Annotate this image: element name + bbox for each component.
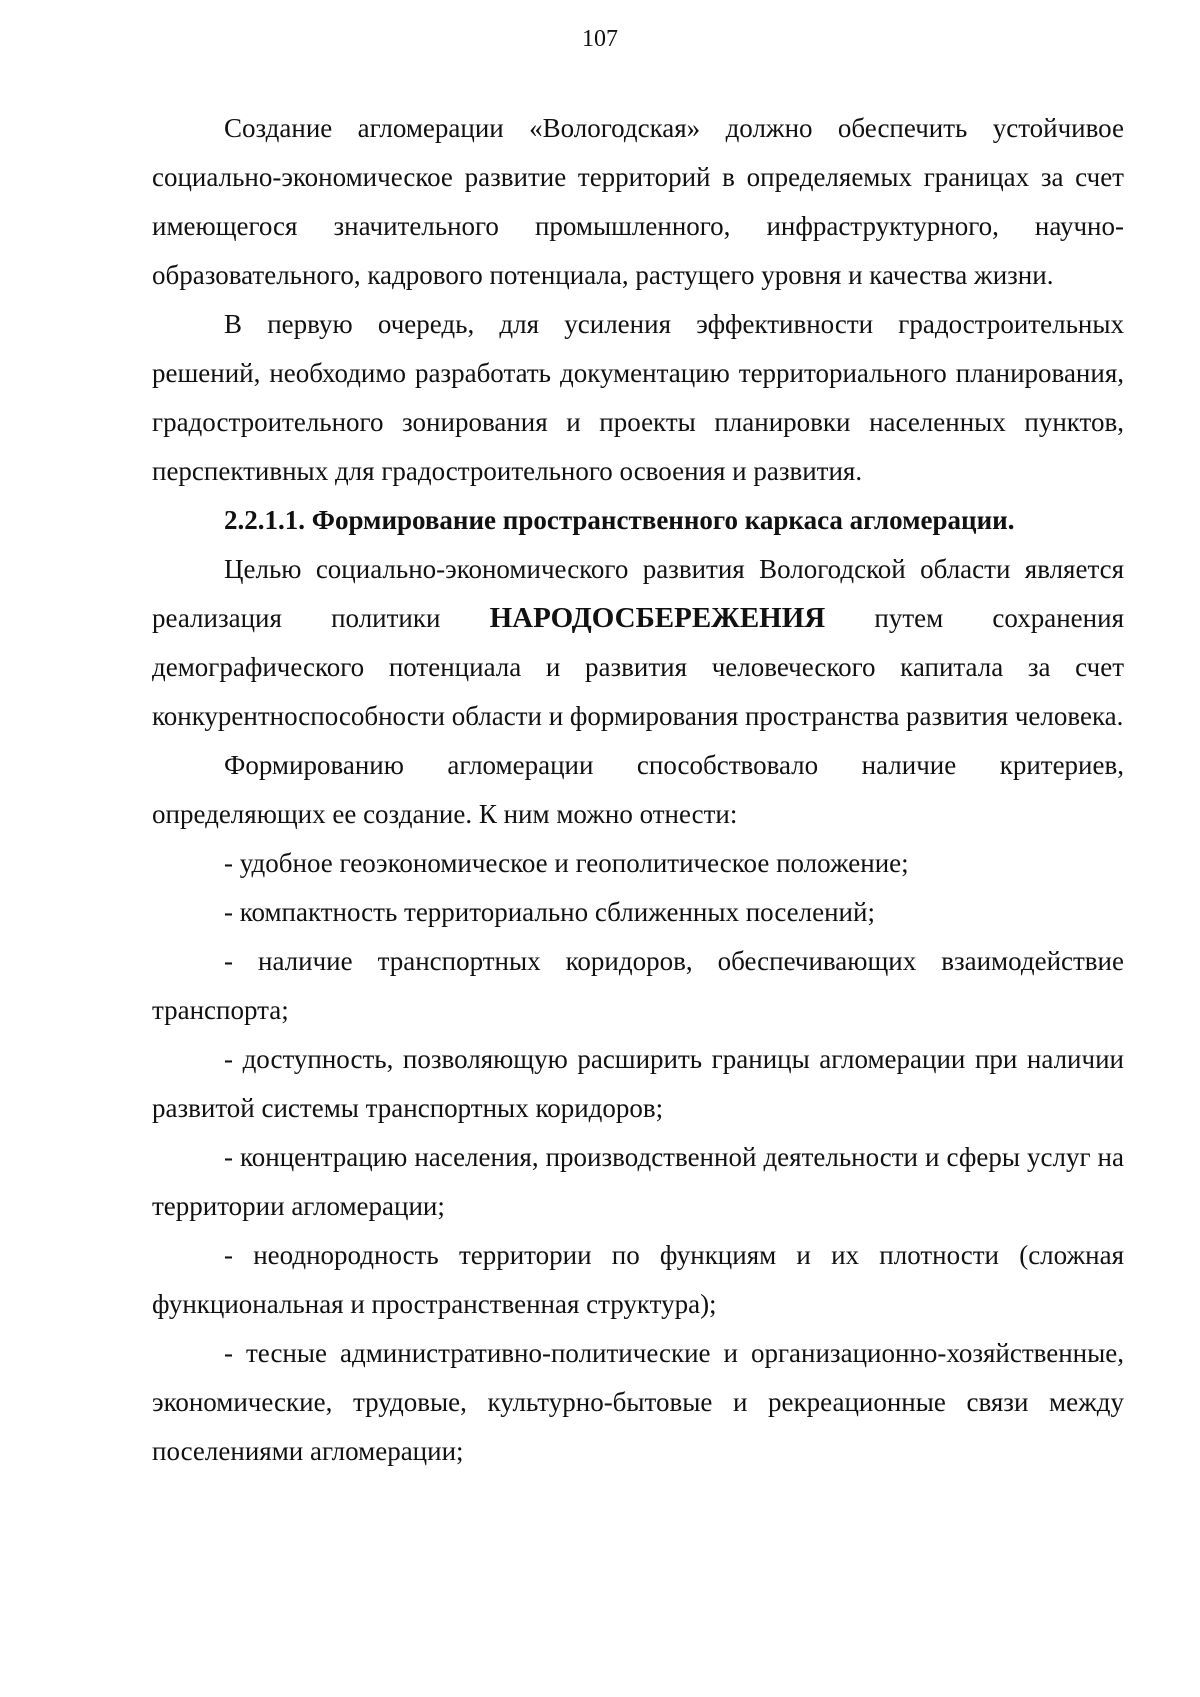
paragraph-goal-text-start: Целью социально-экономического развития Вологодской области является реализация политики xyxy=(152,554,1124,633)
document-body xyxy=(152,104,1124,1476)
emphasized-term: НАРОДОСБЕРЕЖЕНИЯ xyxy=(489,602,826,634)
list-item: - неоднородность территории по функциям и их плотности (сложная функциональная и пространственная структура); xyxy=(152,1240,1124,1319)
list-item: - наличие транспортных коридоров, обеспечивающих взаимодействие транспорта; xyxy=(152,946,1124,1025)
list-item: - тесные административно-политические и организационно-хозяйственные, экономические, трудовые, культурно-бытовые и рекреационные связи между поселениями агломерации; xyxy=(152,1338,1124,1466)
list-item: - концентрацию населения, производственной деятельности и сферы услуг на территории агломерации; xyxy=(152,1142,1124,1221)
list-item: - удобное геоэкономическое и геополитическое положение; xyxy=(224,848,909,878)
paragraph-goal xyxy=(152,545,1124,741)
list-item: - компактность территориально сближенных поселений; xyxy=(224,897,875,927)
section-heading: 2.2.1.1. Формирование пространственного каркаса агломерации. xyxy=(224,505,1015,535)
paragraph-criteria-intro: Формированию агломерации способствовало наличие критериев, определяющих ее создание. К ним можно отнести: xyxy=(152,750,1124,829)
paragraph-goal-text-end: путем сохранения демографического потенциала и развития человеческого капитала за счет конкурентноспособности области и формирования пространства развития человека. xyxy=(152,603,1124,731)
paragraph-first-priority: В первую очередь, для усиления эффективности градостроительных решений, необходимо разработать документацию территориального планирования, градостроительного зонирования и проекты планировки населенных пунктов, перспективных для градостроительного освоения и развития. xyxy=(152,309,1124,486)
list-item: - доступность, позволяющую расширить границы агломерации при наличии развитой системы транспортных коридоров; xyxy=(152,1044,1124,1123)
page-number: 107 xyxy=(582,26,618,52)
paragraph-agglomeration-creation: Создание агломерации «Вологодская» должно обеспечить устойчивое социально-экономическое развитие территорий в определяемых границах за счет имеющегося значительного промышленного, инфраструктурного, научно-образовательного, кадрового потенциала, растущего уровня и качества жизни. xyxy=(152,113,1124,290)
